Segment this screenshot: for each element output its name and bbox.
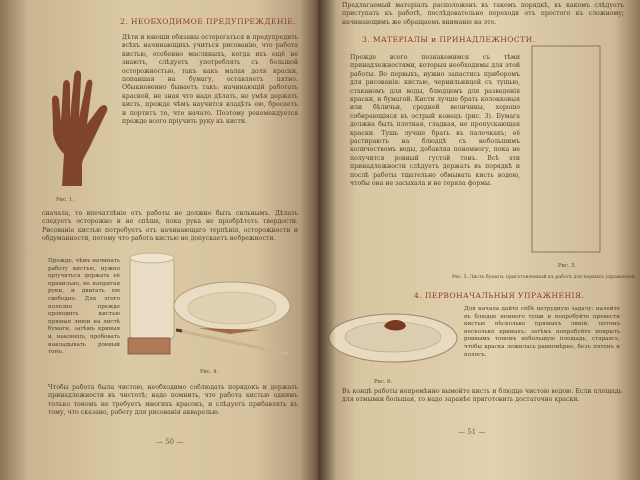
right-page [318,0,640,480]
figure-saucer [324,304,462,374]
right-top-text: Предлагаемый матеріалъ расположенъ въ такомъ порядкѣ, въ какомъ слѣдуетъ приступать къ работѣ, послѣдовательно переходя отъ простого къ сложному; начинающимъ же обращаемъ вниманіе на это. [342,2,624,26]
hand-illustration [44,66,116,188]
fig5-caption: Рис. 5. [558,263,577,269]
saucer-illustration [324,304,462,374]
right-page-number: — 51 — [458,428,486,436]
figure-paper-sheet [528,44,604,254]
left-narrow-column-text: Прежде, чѣмъ начинать работу кистью, нужно пріучиться держать её правильно, не напрягая руки, и двигать ею свободно. Для этого полезно прежде проводить кистью прямыя линіи на листѣ бумаги, затѣмъ кривыя и, наконецъ, пробовать накладывать ровный тонъ. [48,258,120,356]
fig1-caption: Рис. 1. [56,197,75,203]
materials-text: Прежде всего познакомимся съ тѣми принадлежностями, которыя необходимы для этой работы. Во первыхъ, нужно запастись приборомъ для рисованія: кистью, чернильницей съ тушью, стаканомъ для воды, блюдцемъ для разведенія краски, и бумагой. Кисти лучше брать колонковыя или бѣличьи, средней величины, хорошо собирающіяся въ острый конецъ (рис. 3). Бумага должна быть плотная, гладкая, не пропускающая краски. Тушь лучше брать въ палочкахъ; её растираютъ на блюдцѣ съ небольшимъ количествомъ воды, добавляя понемногу, пока не получится ровный густой тонъ. Всѣ эти принадлежности слѣдуетъ держать въ порядкѣ и послѣ работы тщательно обмывать кисть водою, чтобы она не засыхала и не теряла формы. [350,54,520,188]
left-page-number: — 50 — [156,438,184,446]
left-bottom-text: Чтобы работа была чистою, необходимо соблюдать порядокъ и держать принадлежности въ чистотѣ; надо помнить, что работа кистью однимъ только тономъ не требуетъ многихъ красокъ, и слѣдуетъ прибавлять къ тому, что сказано, работу для рисованія акварелью. [48,384,298,417]
left-full-width-text: сначала, то впечатлѣніе отъ работы не должно быть сильнымъ. Дѣлать следуетъ осторожно и не спѣша, пока рука не пріобрѣтетъ твердости. Рисованіе кистью потребуетъ отъ начинающаго терпѣнія, осторожности и обдуманности, потому что работа кистью не допускаетъ небрежности. [42,210,298,243]
left-column-text-top: Дѣти и юноши обязаны остерегаться и предупредить всѣхъ начинающихъ учиться рисованію, что работа кистью, особенно масляныхъ, когда ихъ ещё не знаютъ, слѣдуетъ употреблять съ большой осторожностью, такъ какъ малая доля краски, попавшая на бумагу, оставляетъ пятно. Обыкновенно бываетъ такъ: начинающій работать краской, не зная что надо дѣлать, не умѣя держать кисть, прежде чѣмъ научится владѣть ею, бросаетъ и портитъ то, что начато. Поэтому рекомендуется прежде всего пріучить руку къ кисти. [122,34,298,126]
materials-section-title: 3. МАТЕРІАЛЫ и ПРИНАДЛЕЖНОСТИ. [362,35,536,44]
fig5-note: Рис. 5. Листъ бумаги, приготовленный къ работѣ для первыхъ упражненій. [452,275,636,280]
left-section-title: 2. НЕОБХОДИМОЕ ПРЕДУПРЕЖДЕНІЕ. [120,17,297,26]
figure-hand [44,66,116,188]
figure-materials [120,250,300,370]
fig6-caption: Рис. 6. [374,379,393,385]
paper-sheet-illustration [528,44,604,254]
materials-illustration [120,250,300,370]
book-gutter [300,0,336,480]
right-bottom-text: Въ концѣ работы непремѣнно вымойте кисть и блюдце чистою водою. Если площадь для отмывки большая, то надо заранѣе приготовить достаточно краски. [342,388,622,404]
left-page [0,0,318,480]
exercises-section-title: 4. ПЕРВОНАЧАЛЬНЫЯ УПРАЖНЕНІЯ. [414,291,585,300]
fig4-caption: Рис. 4. [200,369,219,375]
exercises-text: Для начала дайте себѣ нетрудную задачу: налейте въ блюдце немного туши и попробуйте провести кистью нѣсколько прямыхъ линій, потомъ несколько кривыхъ; затѣмъ попробуйте покрыть ровнымъ тономъ небольшую площадь, стараясь, чтобы краска ложилась равномѣрно, безъ пятенъ и полосъ. [464,306,620,358]
